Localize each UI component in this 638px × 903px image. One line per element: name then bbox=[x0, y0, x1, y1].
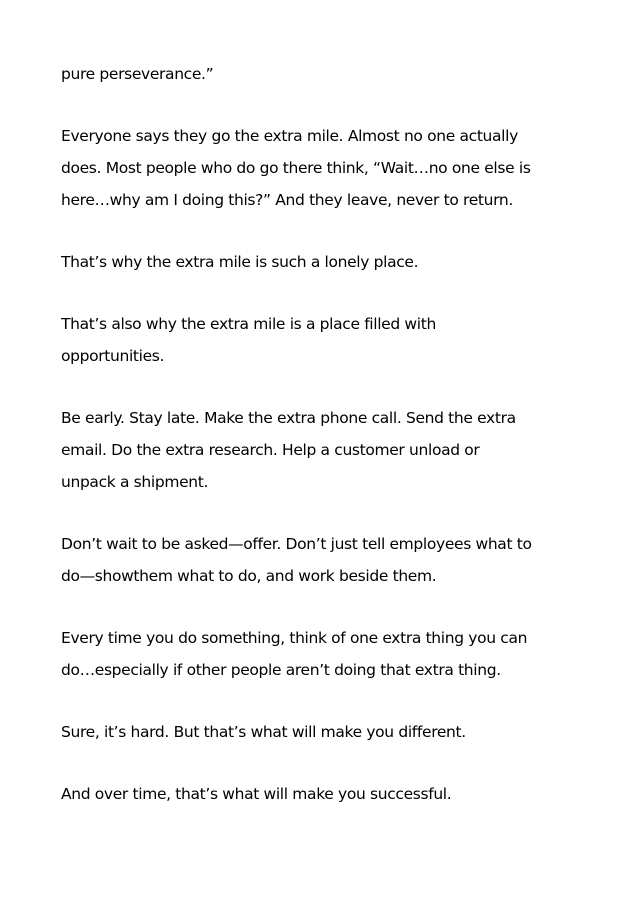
text-line: Everyone says they go the extra mile. Almost no one actually bbox=[61, 127, 518, 145]
text-line: That’s also why the extra mile is a place filled with bbox=[61, 315, 436, 333]
text-line: pure perseverance.” bbox=[61, 65, 214, 83]
paragraph bbox=[61, 246, 591, 278]
text-line: here…why am I doing this?” And they leave, never to return. bbox=[61, 191, 513, 209]
paragraph bbox=[61, 58, 591, 90]
paragraph bbox=[61, 528, 591, 592]
paragraph bbox=[61, 308, 591, 372]
text-line: That’s why the extra mile is such a lonely place. bbox=[61, 253, 419, 271]
text-line: Be early. Stay late. Make the extra phone call. Send the extra bbox=[61, 409, 516, 427]
paragraph bbox=[61, 120, 591, 216]
paragraph bbox=[61, 622, 591, 686]
paragraph bbox=[61, 402, 591, 498]
text-line: do…especially if other people aren’t doing that extra thing. bbox=[61, 661, 501, 679]
body-text bbox=[61, 58, 591, 840]
text-line: unpack a shipment. bbox=[61, 473, 209, 491]
paragraph bbox=[61, 778, 591, 810]
text-line: does. Most people who do go there think, “Wait…no one else is bbox=[61, 159, 531, 177]
text-line: Every time you do something, think of one extra thing you can bbox=[61, 629, 528, 647]
text-line: And over time, that’s what will make you successful. bbox=[61, 785, 452, 803]
text-line: opportunities. bbox=[61, 347, 165, 365]
text-line: do—showthem what to do, and work beside them. bbox=[61, 567, 437, 585]
text-line: email. Do the extra research. Help a customer unload or bbox=[61, 441, 480, 459]
text-line: Sure, it’s hard. But that’s what will make you different. bbox=[61, 723, 466, 741]
text-line: Don’t wait to be asked—offer. Don’t just tell employees what to bbox=[61, 535, 532, 553]
paragraph bbox=[61, 716, 591, 748]
